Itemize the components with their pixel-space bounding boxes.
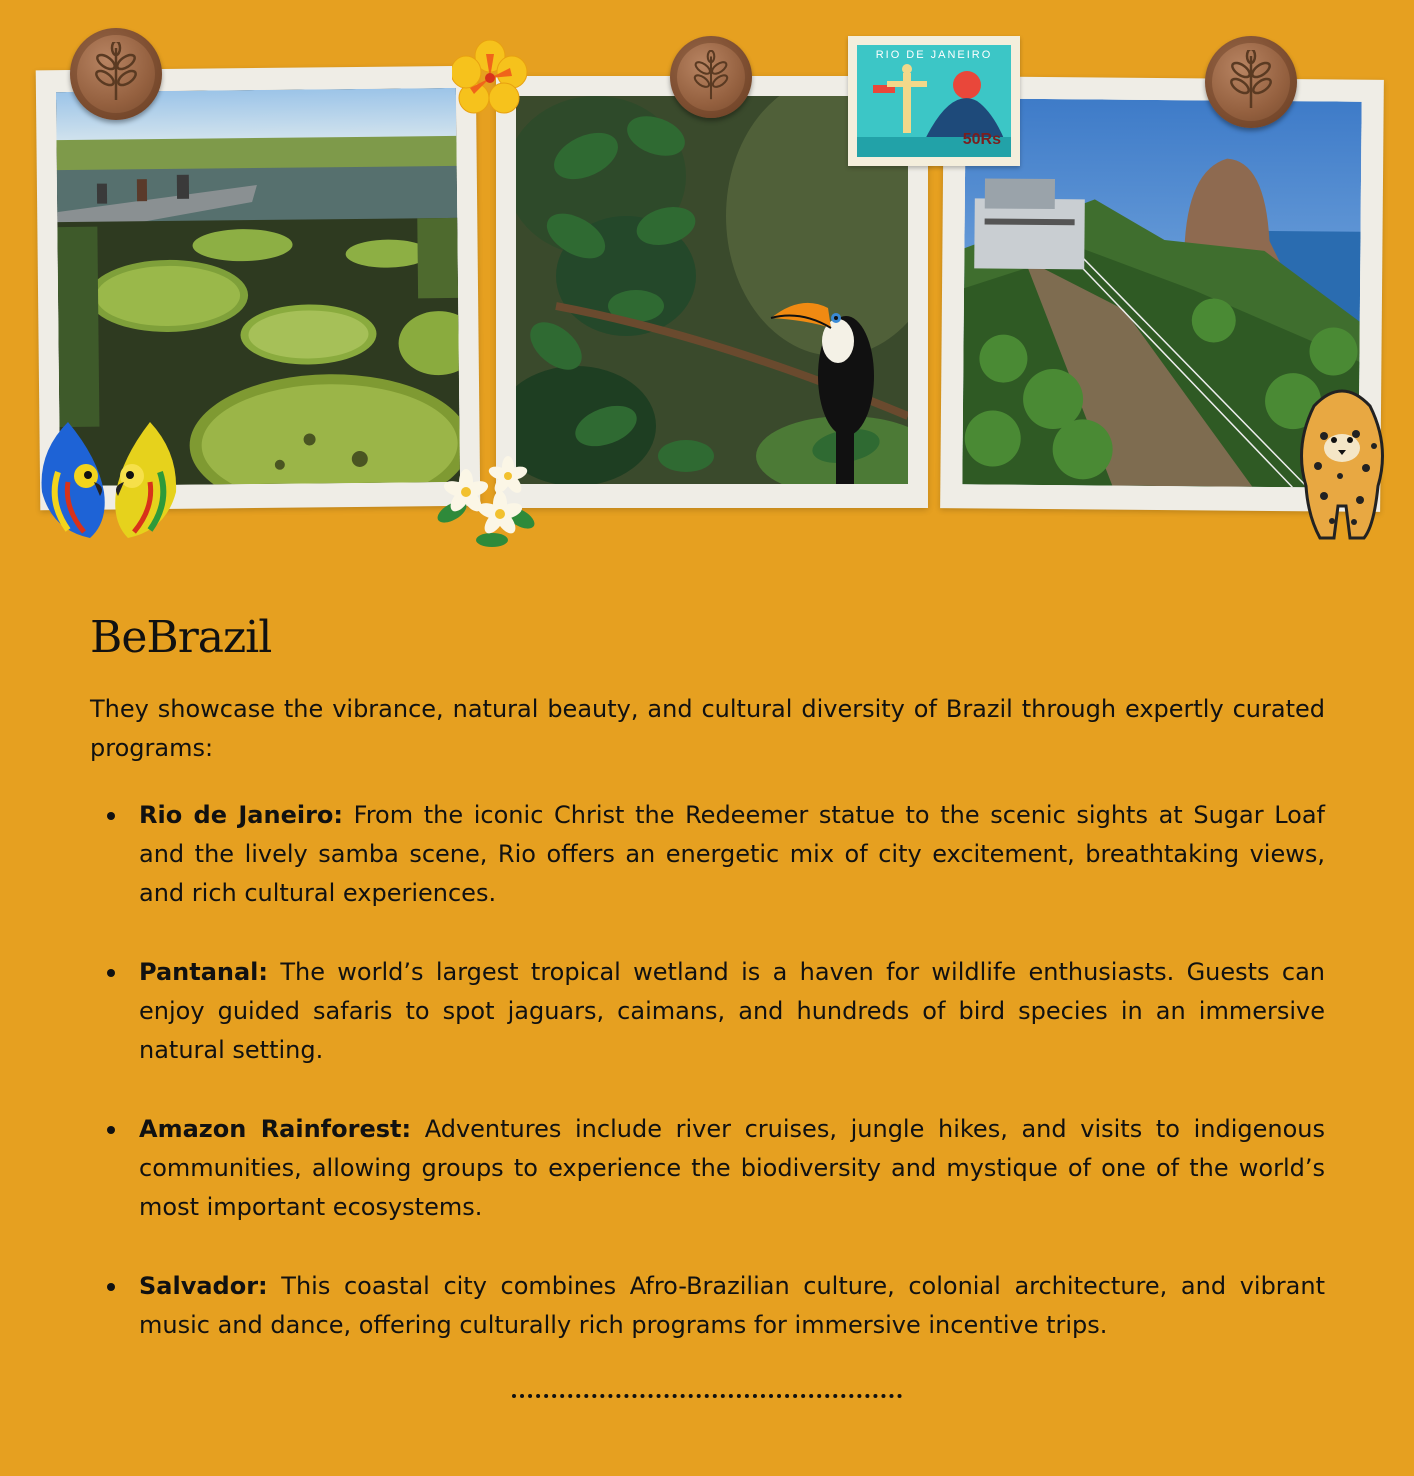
stamp-title: RIO DE JANEIRO	[875, 49, 993, 61]
postage-stamp-icon	[848, 36, 1020, 166]
program-text: The world’s largest tropical wetland is a haven for wildlife enthusiasts. Guests can enjoy guided safaris to spot jaguars, caimans, and hundreds of bird species in an immersive natural setting.	[139, 958, 1325, 1064]
program-text: From the iconic Christ the Redeemer statue to the scenic sights at Sugar Loaf and the lively samba scene, Rio offers an energetic mix of city excitement, breathtaking views, and rich cultural experiences.	[139, 801, 1326, 907]
wax-seal-icon	[1205, 36, 1297, 128]
program-name: Amazon Rainforest:	[139, 1115, 412, 1143]
wax-seal-icon	[70, 28, 162, 120]
program-name: Pantanal:	[139, 958, 268, 986]
list-item	[90, 796, 1325, 913]
frangipani-icon	[432, 452, 540, 550]
program-text: This coastal city combines Afro-Brazilian culture, colonial architecture, and vibrant music and dance, offering culturally rich programs for immersive incentive trips.	[139, 1272, 1325, 1339]
list-item	[90, 1110, 1325, 1227]
stamp-value: 50Rs	[962, 131, 1001, 148]
dotted-divider	[512, 1394, 902, 1398]
wax-seal-icon	[670, 36, 752, 118]
intro-paragraph: They showcase the vibrance, natural beauty, and cultural diversity of Brazil through expertly curated programs:	[90, 695, 1325, 762]
program-list	[90, 796, 1325, 1385]
hibiscus-icon	[452, 40, 528, 114]
program-text: Adventures include river cruises, jungle hikes, and visits to indigenous communities, allowing groups to experience the biodiversity and mystique of one of the world’s most important ecosystems.	[139, 1115, 1325, 1221]
list-item	[90, 953, 1325, 1070]
page-title: BeBrazil	[90, 612, 272, 663]
program-name: Salvador:	[139, 1272, 268, 1300]
macaw-icon	[28, 412, 190, 548]
list-item	[90, 1267, 1325, 1345]
program-name: Rio de Janeiro:	[139, 801, 344, 829]
jaguar-icon	[1294, 376, 1390, 542]
